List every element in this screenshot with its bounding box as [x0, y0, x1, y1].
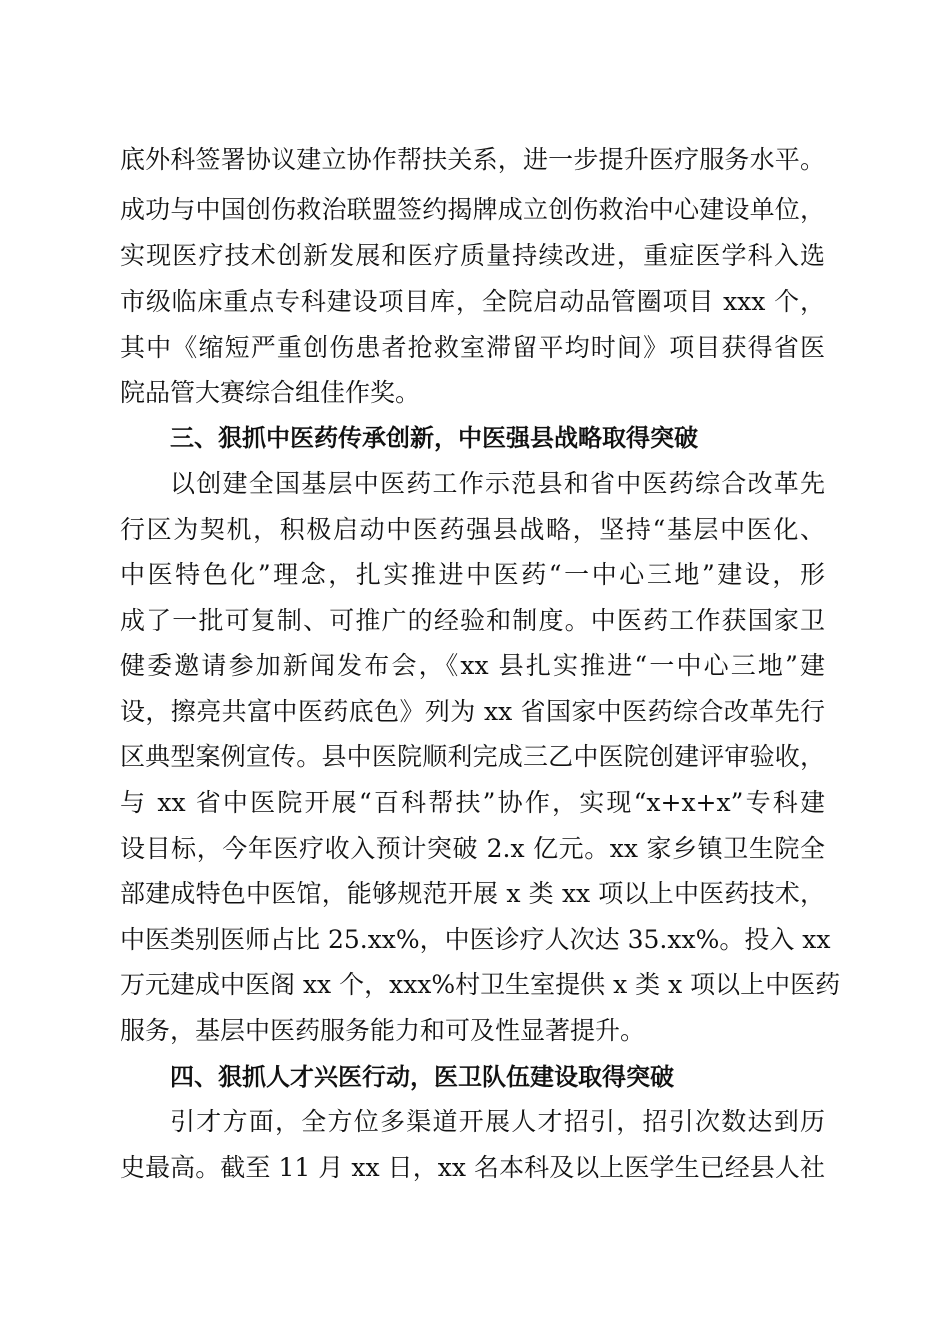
paragraph-line: 区典型案例宣传。县中医院顺利完成三乙中医院创建评审验收，	[120, 742, 825, 771]
paragraph-line: 设目标，今年医疗收入预计突破 2.x 亿元。xx 家乡镇卫生院全	[120, 834, 825, 863]
paragraph-line: 以创建全国基层中医药工作示范县和省中医药综合改革先	[170, 469, 825, 498]
paragraph-line: 万元建成中医阁 xx 个，xxx%村卫生室提供 x 类 x 项以上中医药	[120, 970, 841, 999]
paragraph-line: 史最高。截至 11 月 xx 日，xx 名本科及以上医学生已经县人社	[120, 1153, 825, 1182]
paragraph-line: 中医类别医师占比 25.xx%，中医诊疗人次达 35.xx%。投入 xx	[120, 925, 831, 954]
paragraph-line: 引才方面，全方位多渠道开展人才招引，招引次数达到历	[170, 1107, 825, 1136]
paragraph-line: 健委邀请参加新闻发布会，《xx 县扎实推进“一中心三地”建	[120, 651, 825, 680]
paragraph-line: 中医特色化”理念，扎实推进中医药“一中心三地”建设，形	[120, 560, 825, 589]
paragraph-line: 实现医疗技术创新发展和医疗质量持续改进，重症医学科入选	[120, 241, 825, 270]
paragraph-line: 成功与中国创伤救治联盟签约揭牌成立创伤救治中心建设单位，	[120, 195, 825, 224]
section-heading: 三、狠抓中医药传承创新，中医强县战略取得突破	[170, 424, 698, 452]
paragraph-line: 底外科签署协议建立协作帮扶关系，进一步提升医疗服务水平。	[120, 145, 825, 174]
paragraph-line: 市级临床重点专科建设项目库，全院启动品管圈项目 xxx 个，	[120, 287, 825, 316]
paragraph-line: 设，擦亮共富中医药底色》列为 xx 省国家中医药综合改革先行	[120, 697, 825, 726]
paragraph-line: 服务，基层中医药服务能力和可及性显著提升。	[120, 1016, 646, 1045]
paragraph-line: 其中《缩短严重创伤患者抢救室滞留平均时间》项目获得省医	[120, 333, 825, 362]
paragraph-line: 成了一批可复制、可推广的经验和制度。中医药工作获国家卫	[120, 606, 825, 635]
paragraph-line: 行区为契机，积极启动中医药强县战略，坚持“基层中医化、	[120, 515, 825, 544]
paragraph-line: 与 xx 省中医院开展“百科帮扶”协作，实现“x+x+x”专科建	[120, 788, 825, 817]
section-heading: 四、狠抓人才兴医行动，医卫队伍建设取得突破	[170, 1063, 674, 1091]
paragraph-line: 院品管大赛综合组佳作奖。	[120, 378, 421, 407]
paragraph-line: 部建成特色中医馆，能够规范开展 x 类 xx 项以上中医药技术，	[120, 879, 825, 908]
